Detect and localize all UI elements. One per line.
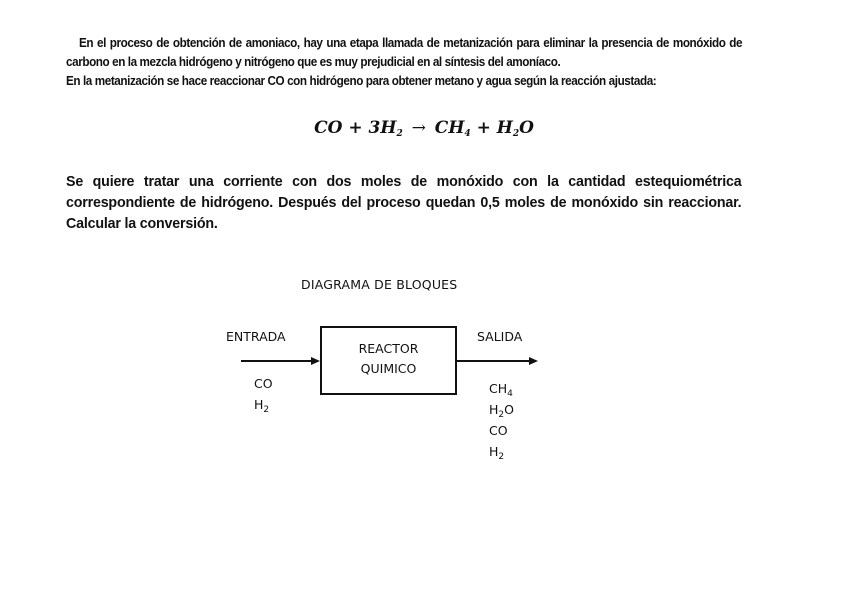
output-species: CO [489,423,508,438]
input-label: ENTRADA [226,329,286,344]
eq-reactant-co: CO [314,118,343,138]
eq-arrow: → [411,118,426,138]
output-species: $H_2O$ [489,402,514,420]
eq-reactant-h2: $H_2$ [380,118,403,139]
output-species: $H_2$ [489,444,505,462]
reactor-label-line-1: REACTOR [358,341,419,356]
eq-plus-1: + [342,118,369,138]
input-species: CO [254,376,273,391]
input-species: $H_2$ [254,397,270,415]
reactor-label-line-2: QUIMICO [360,361,417,376]
diagram-title: DIAGRAMA DE BLOQUES [301,277,458,292]
output-species: $CH_4$ [489,381,513,399]
output-species-list [489,378,514,462]
input-arrow [241,357,320,365]
eq-product-h2o: $H_2O$ [496,118,534,139]
intro-paragraph-2: En la metanización se hace reaccionar CO con hidrógeno para obtener metano y agua según la reacción ajustada: [66,74,657,88]
eq-product-ch4: $CH_4$ [434,118,471,139]
intro-paragraph-1: En el proceso de obtención de amoniaco, hay una etapa llamada de metanización para eliminar la presencia de monóxido de carbono en la mezcla hidrógeno y nitrógeno que es muy prejudicial en al síntesis del amoníaco. [66,36,743,69]
task-paragraph: Se quiere tratar una corriente con dos moles de monóxido con la cantidad estequiométrica correspondiente de hidrógeno. Después del proceso quedan 0,5 moles de monóxido sin reaccionar. Calcular la conversión. [66,173,742,232]
eq-coefficient: 3 [368,118,381,138]
input-species-list [254,373,273,415]
output-arrow [457,357,538,365]
output-label: SALIDA [477,329,523,344]
eq-plus-2: + [470,118,497,138]
